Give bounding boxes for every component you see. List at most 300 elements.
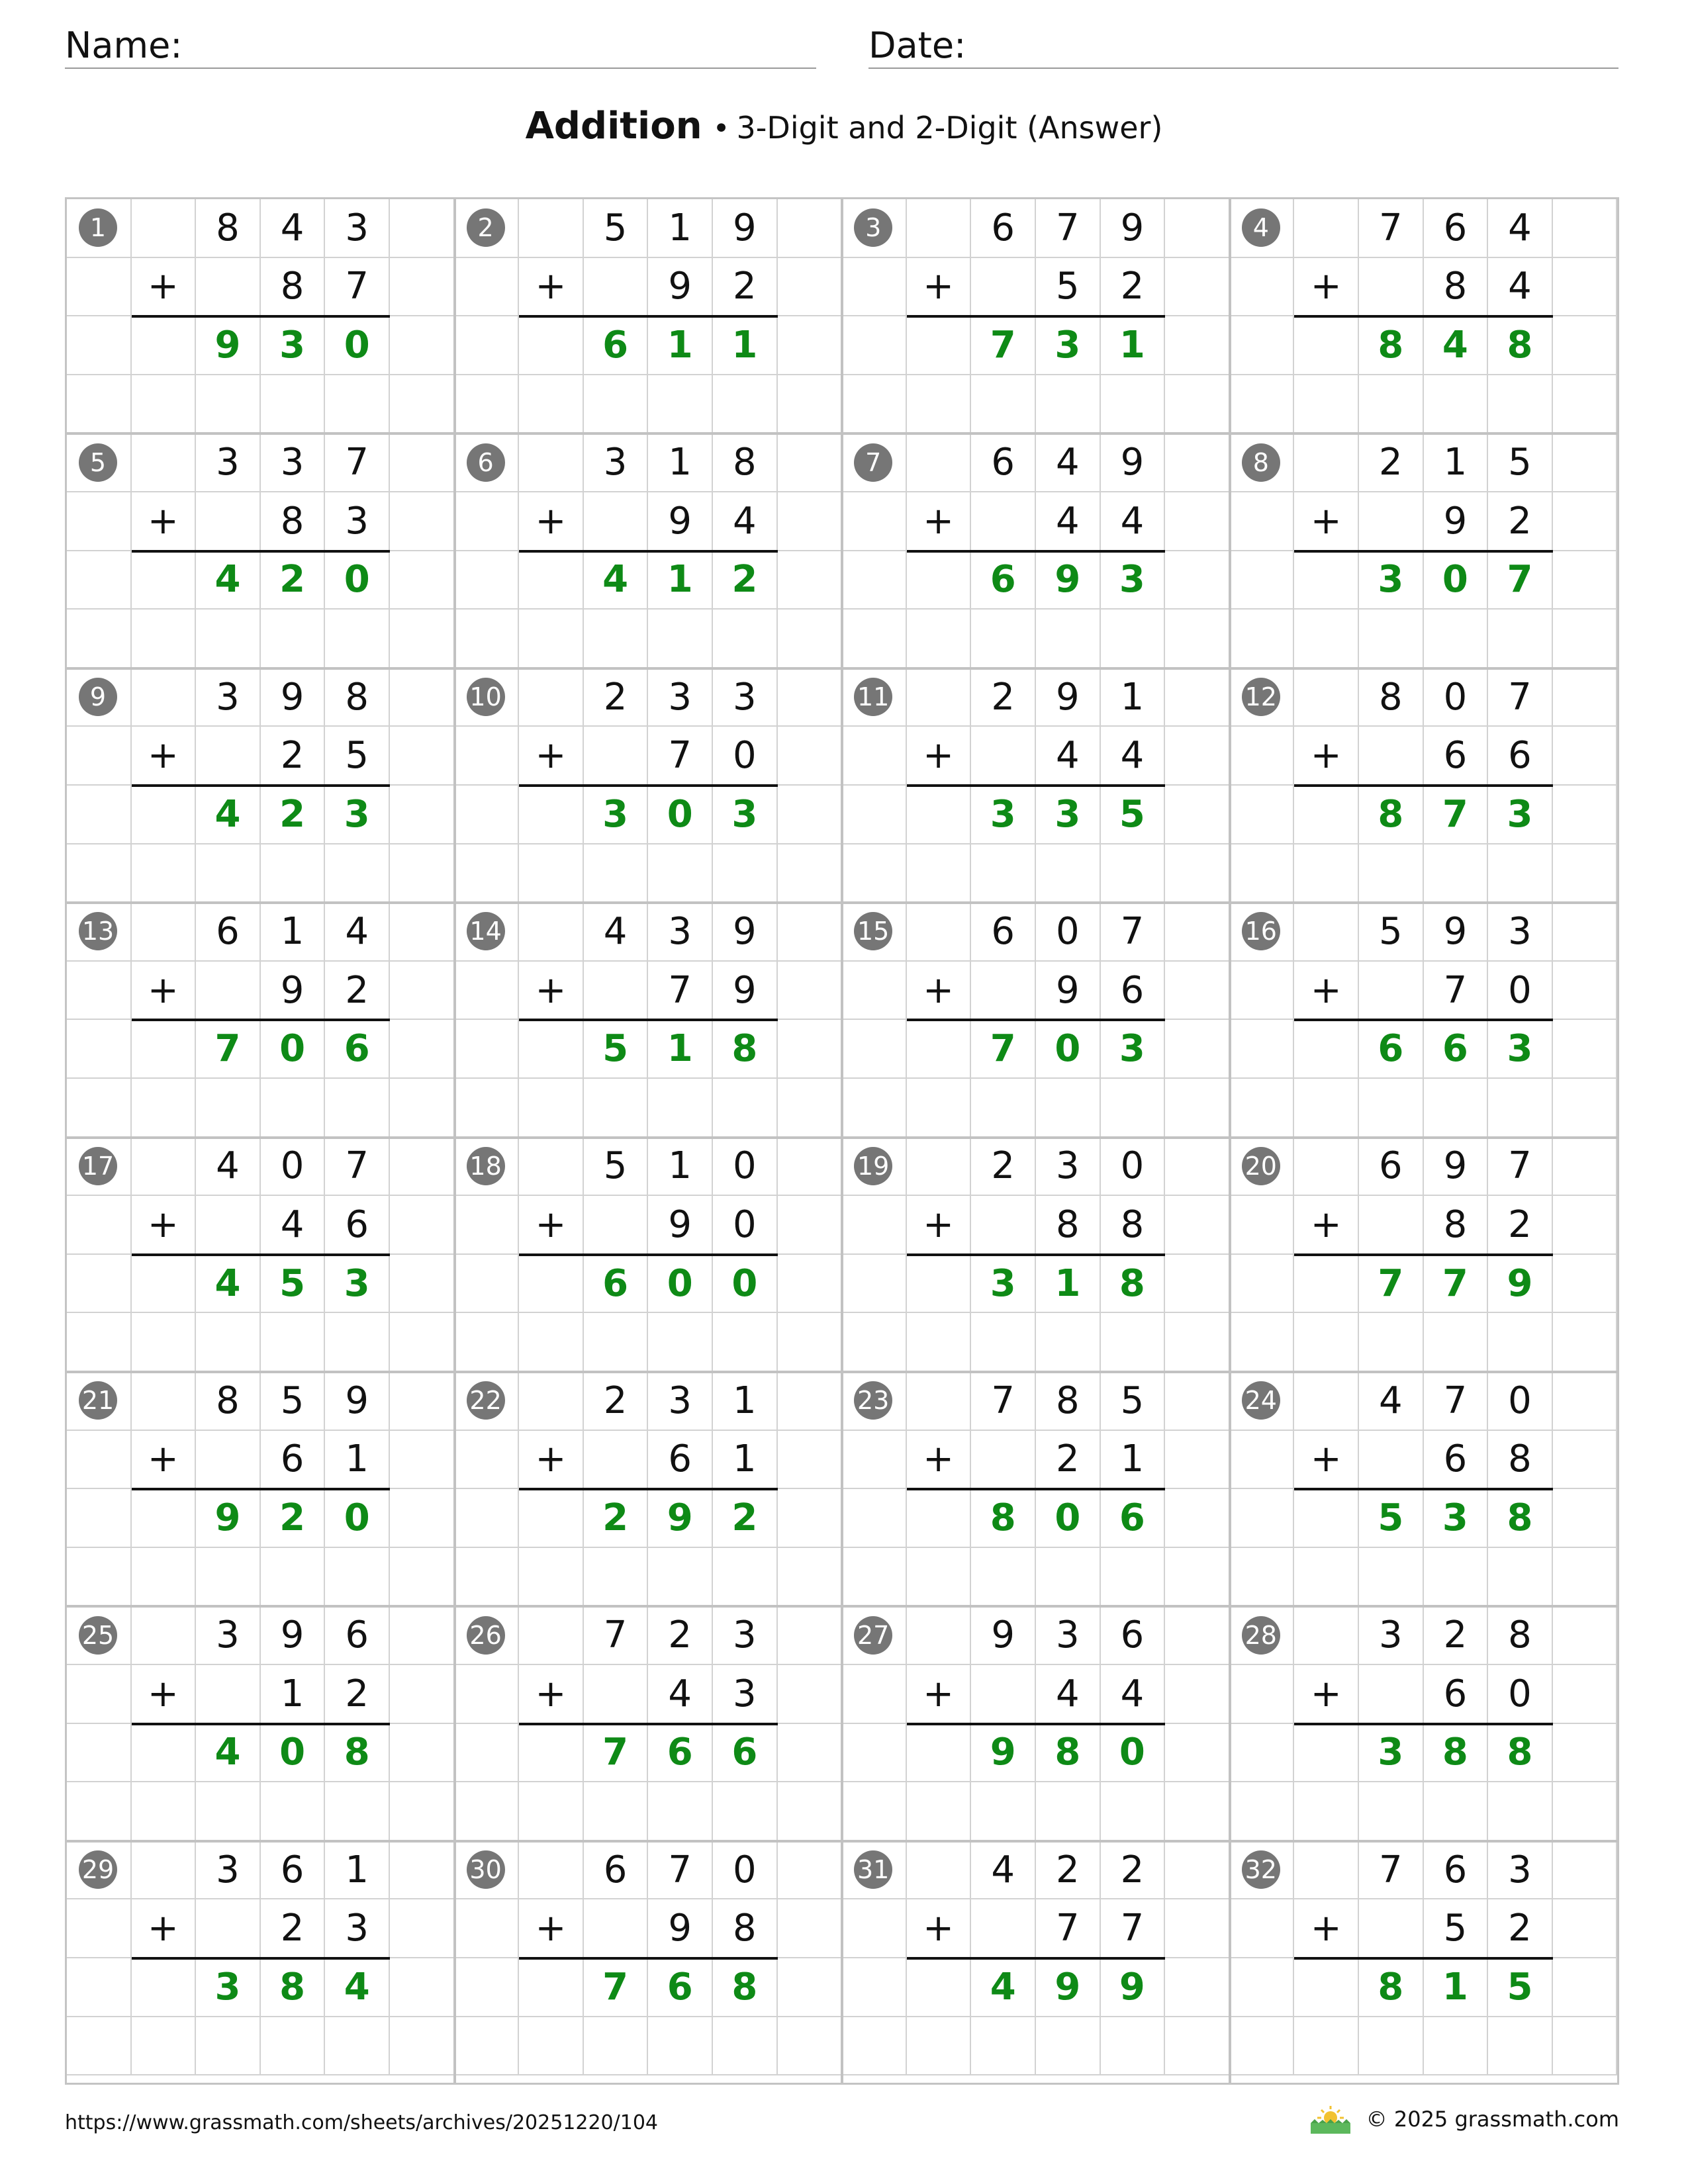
addend-bottom-digit: 6 <box>1424 727 1489 786</box>
grid-cell <box>325 2017 390 2076</box>
grid-cell <box>1165 1196 1230 1255</box>
grid-cell <box>584 1313 649 1372</box>
grid-cell <box>261 375 326 434</box>
grid-cell <box>325 1079 390 1138</box>
addend-top-digit: 4 <box>971 1841 1036 1900</box>
addend-top-digit: 2 <box>584 1372 649 1431</box>
answer-digit: 6 <box>971 551 1036 610</box>
grid-cell <box>390 1079 455 1138</box>
plus-operator: + <box>1294 258 1359 317</box>
grid-cell <box>455 1665 520 1724</box>
plus-operator: + <box>519 727 584 786</box>
grid-cell <box>1230 1255 1295 1314</box>
grid-cell <box>519 1724 584 1783</box>
grid-cell <box>1101 610 1166 668</box>
grid-cell <box>1294 1548 1359 1607</box>
addend-top-digit: 6 <box>584 1841 649 1900</box>
grid-cell <box>1230 1079 1295 1138</box>
grid-cell <box>648 375 713 434</box>
grid-cell <box>132 1079 197 1138</box>
grid-cell <box>778 1431 843 1490</box>
grid-cell <box>519 1782 584 1841</box>
grid-cell <box>1230 1313 1295 1372</box>
addend-bottom-digit: 4 <box>713 492 778 551</box>
sum-line <box>132 1723 390 1725</box>
footer-brand <box>1307 2103 1619 2135</box>
grid-cell <box>132 668 197 727</box>
answer-digit: 6 <box>584 1255 649 1314</box>
grid-cell <box>778 1196 843 1255</box>
problem-number-cell <box>67 1372 132 1431</box>
plus-operator: + <box>132 1665 197 1724</box>
grid-cell <box>390 786 455 844</box>
grid-cell <box>713 375 778 434</box>
grid-cell <box>1294 199 1359 258</box>
grid-cell <box>1294 2017 1359 2076</box>
date-label: Date: <box>868 24 966 66</box>
grid-cell <box>261 1548 326 1607</box>
grid-cell <box>132 1958 197 2017</box>
grid-cell <box>1553 668 1618 727</box>
addend-top-digit: 5 <box>1488 433 1553 492</box>
addend-bottom-digit: 2 <box>713 258 778 317</box>
plus-operator: + <box>519 1899 584 1958</box>
addend-top-digit: 4 <box>261 199 326 258</box>
answer-digit: 8 <box>1036 1724 1101 1783</box>
grid-cell <box>1294 610 1359 668</box>
grid-cell <box>519 1313 584 1372</box>
addend-bottom-digit: 8 <box>1424 258 1489 317</box>
grid-cell <box>1230 375 1295 434</box>
block-divider-horizontal <box>67 1371 1617 1373</box>
grid-cell <box>455 1548 520 1607</box>
problem-number-badge: 9 <box>79 678 117 716</box>
answer-digit: 9 <box>196 316 261 375</box>
grid-cell <box>1553 316 1618 375</box>
plus-operator: + <box>907 258 972 317</box>
answer-digit: 0 <box>1101 1724 1166 1783</box>
grid-cell <box>584 962 649 1021</box>
answer-digit: 5 <box>584 1020 649 1079</box>
addend-top-digit: 3 <box>1036 1138 1101 1197</box>
addend-bottom-digit: 9 <box>648 1899 713 1958</box>
addend-top-digit: 3 <box>648 903 713 962</box>
grid-cell <box>132 1841 197 1900</box>
answer-digit: 3 <box>325 1255 390 1314</box>
grid-cell <box>132 199 197 258</box>
grid-cell <box>132 1313 197 1372</box>
addend-bottom-digit: 2 <box>325 962 390 1021</box>
problem-number-cell <box>67 199 132 258</box>
addend-top-digit: 1 <box>713 1372 778 1431</box>
problem-number-badge: 7 <box>854 443 892 482</box>
grid-cell <box>971 1313 1036 1372</box>
answer-digit: 8 <box>971 1489 1036 1548</box>
addend-top-digit: 9 <box>971 1606 1036 1665</box>
grid-cell <box>1553 1899 1618 1958</box>
grid-cell <box>842 1665 907 1724</box>
grid-cell <box>1553 1196 1618 1255</box>
sum-line <box>519 1723 777 1725</box>
footer-url[interactable]: https://www.grassmath.com/sheets/archives/20251220/104 <box>65 2111 659 2134</box>
grid-cell <box>971 2017 1036 2076</box>
grid-cell <box>778 727 843 786</box>
grid-cell <box>1230 1020 1295 1079</box>
answer-digit: 8 <box>1101 1255 1166 1314</box>
grid-cell <box>1036 844 1101 903</box>
grid-cell <box>1553 962 1618 1021</box>
answer-digit: 3 <box>325 786 390 844</box>
addend-top-digit: 8 <box>713 433 778 492</box>
problem-number-badge: 23 <box>854 1381 892 1420</box>
grid-cell <box>196 1665 261 1724</box>
answer-digit: 7 <box>1359 1255 1424 1314</box>
grid-cell <box>842 610 907 668</box>
answer-digit: 9 <box>1036 551 1101 610</box>
grid-cell <box>519 199 584 258</box>
grid-cell <box>196 727 261 786</box>
addend-top-digit: 5 <box>584 1138 649 1197</box>
grid-cell <box>132 786 197 844</box>
sum-line <box>907 1723 1165 1725</box>
grid-cell <box>390 1958 455 2017</box>
grid-cell <box>971 1431 1036 1490</box>
sum-line <box>1294 1253 1552 1256</box>
grid-cell <box>907 1020 972 1079</box>
answer-digit: 8 <box>713 1958 778 2017</box>
grid-cell <box>390 844 455 903</box>
addend-bottom-digit: 8 <box>1488 1431 1553 1490</box>
grid-cell <box>778 844 843 903</box>
grid-cell <box>1101 1782 1166 1841</box>
problem-number-badge: 28 <box>1242 1616 1280 1655</box>
grid-cell <box>455 1196 520 1255</box>
answer-digit: 8 <box>713 1020 778 1079</box>
grid-cell <box>132 1372 197 1431</box>
grid-cell <box>1359 1665 1424 1724</box>
grid-cell <box>1230 1782 1295 1841</box>
grid-cell <box>1165 1489 1230 1548</box>
problem-number-cell <box>455 433 520 492</box>
grid-cell <box>778 1313 843 1372</box>
answer-digit: 6 <box>648 1724 713 1783</box>
answer-digit: 9 <box>648 1489 713 1548</box>
grid-cell <box>390 1724 455 1783</box>
sum-line <box>907 1488 1165 1490</box>
answer-digit: 1 <box>648 316 713 375</box>
addend-top-digit: 4 <box>325 903 390 962</box>
grid-cell <box>1424 1782 1489 1841</box>
addend-bottom-digit: 1 <box>1101 1431 1166 1490</box>
addend-bottom-digit: 6 <box>1488 727 1553 786</box>
grid-cell <box>1294 903 1359 962</box>
grid-cell <box>971 492 1036 551</box>
grid-cell <box>1294 1020 1359 1079</box>
addend-bottom-digit: 4 <box>648 1665 713 1724</box>
grid-cell <box>325 1548 390 1607</box>
grid-cell <box>67 1958 132 2017</box>
grid-cell <box>455 1255 520 1314</box>
grid-cell <box>519 610 584 668</box>
addend-top-digit: 4 <box>1488 199 1553 258</box>
grid-cell <box>584 1665 649 1724</box>
addend-bottom-digit: 9 <box>648 492 713 551</box>
answer-digit: 3 <box>1424 1489 1489 1548</box>
addend-bottom-digit: 2 <box>1036 1431 1101 1490</box>
problem-number-cell <box>1230 1372 1295 1431</box>
addend-top-digit: 2 <box>1101 1841 1166 1900</box>
addend-top-digit: 8 <box>1359 668 1424 727</box>
grid-cell <box>1230 492 1295 551</box>
grid-cell <box>971 844 1036 903</box>
grid-cell <box>1294 786 1359 844</box>
problem-number-badge: 3 <box>854 208 892 247</box>
addend-bottom-digit: 7 <box>1424 962 1489 1021</box>
grid-cell <box>1294 1489 1359 1548</box>
addend-bottom-digit: 8 <box>1424 1196 1489 1255</box>
grid-cell <box>390 1372 455 1431</box>
block-divider-horizontal <box>67 1840 1617 1843</box>
addend-top-digit: 5 <box>261 1372 326 1431</box>
problem-number-badge: 12 <box>1242 678 1280 716</box>
grid-cell <box>907 1255 972 1314</box>
answer-digit: 1 <box>713 316 778 375</box>
sum-line <box>519 1488 777 1490</box>
addend-bottom-digit: 2 <box>1488 1196 1553 1255</box>
answer-digit: 7 <box>971 316 1036 375</box>
problem-number-cell <box>67 433 132 492</box>
grid-cell <box>1165 316 1230 375</box>
plus-operator: + <box>519 1196 584 1255</box>
grid-cell <box>390 610 455 668</box>
addend-bottom-digit: 4 <box>1036 492 1101 551</box>
plus-operator: + <box>907 1431 972 1490</box>
sum-line <box>1294 1723 1552 1725</box>
grid-cell <box>1101 2017 1166 2076</box>
grid-cell <box>67 1020 132 1079</box>
answer-digit: 8 <box>1488 1724 1553 1783</box>
answer-digit: 0 <box>713 1255 778 1314</box>
grid-cell <box>584 492 649 551</box>
grid-cell <box>1553 492 1618 551</box>
grid-cell <box>1359 1313 1424 1372</box>
grid-cell <box>1359 258 1424 317</box>
answer-digit: 6 <box>1101 1489 1166 1548</box>
name-field[interactable] <box>65 20 816 69</box>
date-field[interactable] <box>868 20 1618 69</box>
grid-cell <box>67 1196 132 1255</box>
grid-cell <box>842 2017 907 2076</box>
grid-cell <box>390 551 455 610</box>
grid-cell <box>455 786 520 844</box>
problem-number-cell <box>1230 1138 1295 1197</box>
addend-top-digit: 8 <box>1488 1606 1553 1665</box>
block-divider-horizontal <box>67 1605 1617 1608</box>
problem-number-badge: 17 <box>79 1147 117 1185</box>
grass-sun-logo-icon <box>1307 2103 1354 2135</box>
grid-cell <box>907 1548 972 1607</box>
grid-cell <box>1230 1489 1295 1548</box>
addend-bottom-digit: 7 <box>1036 1899 1101 1958</box>
addend-bottom-digit: 3 <box>713 1665 778 1724</box>
grid-cell <box>1036 610 1101 668</box>
grid-cell <box>390 1606 455 1665</box>
grid-cell <box>261 610 326 668</box>
addend-bottom-digit: 7 <box>648 962 713 1021</box>
grid-cell <box>648 1079 713 1138</box>
addend-bottom-digit: 6 <box>1101 962 1166 1021</box>
grid-cell <box>1101 844 1166 903</box>
grid-cell <box>907 1782 972 1841</box>
sum-line <box>519 1957 777 1960</box>
problem-number-badge: 22 <box>467 1381 505 1420</box>
grid-cell <box>132 844 197 903</box>
grid-cell <box>519 1255 584 1314</box>
grid-cell <box>1165 2017 1230 2076</box>
grid-cell <box>1424 610 1489 668</box>
plus-operator: + <box>1294 1196 1359 1255</box>
grid-cell <box>778 375 843 434</box>
answer-digit: 0 <box>325 551 390 610</box>
sum-line <box>907 1019 1165 1021</box>
grid-cell <box>842 1079 907 1138</box>
answer-digit: 4 <box>196 786 261 844</box>
grid-cell <box>1553 1489 1618 1548</box>
grid-cell <box>584 1548 649 1607</box>
grid-cell <box>1036 1079 1101 1138</box>
answer-digit: 3 <box>1036 316 1101 375</box>
grid-cell <box>1359 375 1424 434</box>
addend-top-digit: 5 <box>1359 903 1424 962</box>
grid-cell <box>1553 2017 1618 2076</box>
grid-cell <box>1553 551 1618 610</box>
grid-cell <box>390 1665 455 1724</box>
grid-cell <box>1165 1372 1230 1431</box>
grid-cell <box>971 727 1036 786</box>
grid-cell <box>132 1724 197 1783</box>
grid-cell <box>132 1782 197 1841</box>
problem-number-badge: 1 <box>79 208 117 247</box>
sum-line <box>519 1019 777 1021</box>
addend-top-digit: 7 <box>1101 903 1166 962</box>
grid-cell <box>455 1020 520 1079</box>
addend-top-digit: 9 <box>1101 433 1166 492</box>
addend-bottom-digit: 9 <box>1036 962 1101 1021</box>
grid-cell <box>1553 433 1618 492</box>
answer-digit: 1 <box>648 551 713 610</box>
block-divider-horizontal <box>67 432 1617 435</box>
grid-cell <box>455 375 520 434</box>
plus-operator: + <box>132 962 197 1021</box>
addend-top-digit: 3 <box>196 668 261 727</box>
addend-top-digit: 1 <box>1424 433 1489 492</box>
answer-digit: 6 <box>648 1958 713 2017</box>
addend-top-digit: 3 <box>1488 1841 1553 1900</box>
grid-cell <box>971 1196 1036 1255</box>
sum-line <box>907 315 1165 318</box>
grid-cell <box>1553 258 1618 317</box>
grid-cell <box>390 199 455 258</box>
grid-cell <box>1230 2017 1295 2076</box>
answer-digit: 2 <box>713 551 778 610</box>
addend-top-digit: 1 <box>325 1841 390 1900</box>
grid-cell <box>778 1020 843 1079</box>
grid-cell <box>390 1782 455 1841</box>
grid-cell <box>1553 1431 1618 1490</box>
problem-number-badge: 16 <box>1242 912 1280 950</box>
answer-digit: 4 <box>196 1724 261 1783</box>
sum-line <box>907 1957 1165 1960</box>
grid-cell <box>390 1313 455 1372</box>
answer-digit: 3 <box>196 1958 261 2017</box>
problem-number-badge: 14 <box>467 912 505 950</box>
grid-cell <box>455 610 520 668</box>
answer-digit: 2 <box>261 551 326 610</box>
grid-cell <box>778 610 843 668</box>
grid-cell <box>584 1782 649 1841</box>
grid-cell <box>648 844 713 903</box>
problem-number-badge: 26 <box>467 1616 505 1655</box>
plus-operator: + <box>1294 962 1359 1021</box>
answer-digit: 1 <box>1101 316 1166 375</box>
grid-cell <box>1165 1079 1230 1138</box>
grid-cell <box>971 1899 1036 1958</box>
grid-cell <box>648 610 713 668</box>
addend-top-digit: 9 <box>1424 903 1489 962</box>
grid-cell <box>907 375 972 434</box>
problem-number-cell <box>1230 433 1295 492</box>
grid-cell <box>1553 727 1618 786</box>
answer-digit: 0 <box>261 1020 326 1079</box>
grid-cell <box>584 610 649 668</box>
grid-cell <box>261 1313 326 1372</box>
sum-line <box>1294 1488 1552 1490</box>
plus-operator: + <box>519 962 584 1021</box>
grid-cell <box>1230 786 1295 844</box>
addend-top-digit: 2 <box>971 668 1036 727</box>
grid-cell <box>67 786 132 844</box>
answer-digit: 2 <box>713 1489 778 1548</box>
grid-cell <box>1488 1313 1553 1372</box>
grid-cell <box>519 1489 584 1548</box>
grid-cell <box>1101 375 1166 434</box>
grid-cell <box>196 1431 261 1490</box>
problem-number-cell <box>1230 1606 1295 1665</box>
grid-cell <box>1553 844 1618 903</box>
addend-top-digit: 7 <box>1359 199 1424 258</box>
grid-cell <box>713 1313 778 1372</box>
addend-top-digit: 2 <box>1036 1841 1101 1900</box>
addend-top-digit: 6 <box>1424 199 1489 258</box>
addend-top-digit: 1 <box>261 903 326 962</box>
addend-bottom-digit: 5 <box>1424 1899 1489 1958</box>
grid-cell <box>196 1782 261 1841</box>
grid-cell <box>584 375 649 434</box>
grid-cell <box>132 610 197 668</box>
addend-bottom-digit: 6 <box>1424 1431 1489 1490</box>
grid-cell <box>1359 1431 1424 1490</box>
addend-top-digit: 7 <box>1488 1138 1553 1197</box>
grid-cell <box>132 551 197 610</box>
addend-top-digit: 8 <box>1036 1372 1101 1431</box>
grid-cell <box>455 2017 520 2076</box>
grid-cell <box>390 1431 455 1490</box>
problem-number-cell <box>842 903 907 962</box>
problem-number-cell <box>67 1606 132 1665</box>
grid-cell <box>907 1841 972 1900</box>
answer-digit: 6 <box>713 1724 778 1783</box>
grid-cell <box>390 903 455 962</box>
